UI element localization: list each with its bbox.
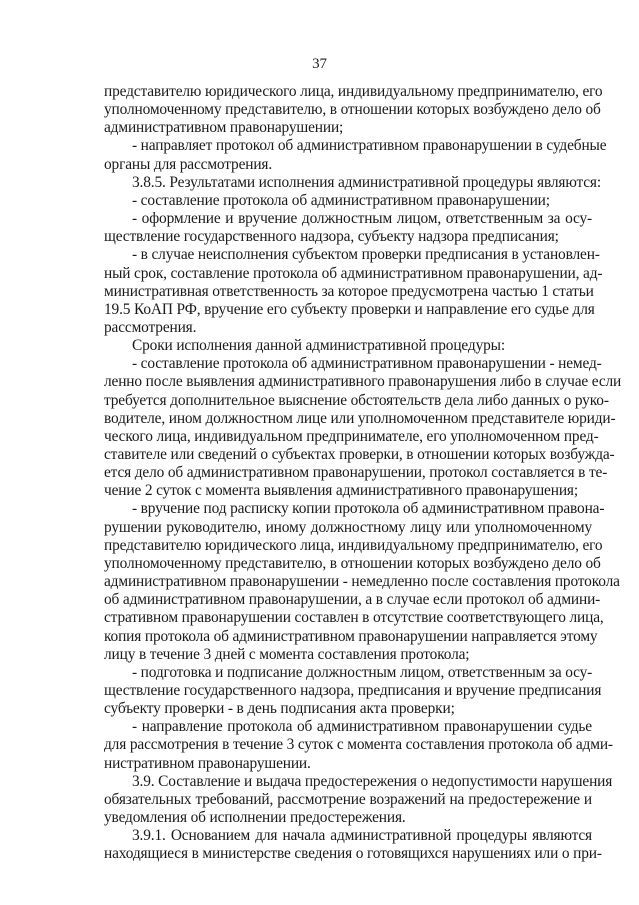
text-line: уполномоченному представителю, в отношении которых возбуждено дело об: [104, 554, 601, 572]
text-line: 19.5 КоАП РФ, вручение его субъекту проверки и направление его судье для: [104, 300, 595, 318]
text-line: - оформление и вручение должностным лицом, ответственным за осу-: [132, 210, 592, 228]
text-line: чение 2 суток с момента выявления административного правонарушения;: [104, 482, 578, 500]
text-line: копия протокола об административном правонарушении направляется этому: [104, 627, 598, 645]
text-line: уполномоченному представителю, в отношении которых возбуждено дело об: [104, 101, 601, 119]
text-line: лицу в течение 3 дней с момента составления протокола;: [104, 645, 470, 663]
text-line: Сроки исполнения данной административной процедуры:: [132, 337, 505, 355]
text-line: стративном правонарушении составлен в отсутствие соответствующего лица,: [104, 609, 604, 627]
text-line: обязательных требований, рассмотрение возражений на предостережение и: [104, 790, 592, 808]
text-line: - вручение под расписку копии протокола об административном правона-: [132, 500, 605, 518]
text-line: находящиеся в министерстве сведения о готовящихся нарушениях или о при-: [104, 845, 602, 863]
text-line: ется дело об административном правонарушении, протокол составляется в те-: [104, 464, 608, 482]
text-line: ставителе или сведений о субъектах проверки, в отношении которых возбужда-: [104, 446, 615, 463]
page-number: 37: [312, 56, 327, 72]
text-line: ный срок, составление протокола об административном правонарушении, ад-: [104, 264, 603, 282]
text-line: ществление государственного надзора, субъекту надзора предписания;: [104, 228, 559, 246]
text-line: - в случае неисполнения субъектом проверки предписания в установлен-: [132, 246, 600, 264]
text-line: министративная ответственность за которое предусмотрена частью 1 статьи: [104, 282, 594, 300]
text-line: для рассмотрения в течение 3 суток с момента составления протокола об адми-: [104, 736, 613, 754]
text-line: ленно после выявления административного правонарушения либо в случае если: [104, 373, 622, 391]
text-line: - направление протокола об административном правонарушении судье: [132, 718, 592, 736]
text-line: ществление государственного надзора, предписания и вручение предписания: [104, 681, 602, 699]
text-line: ческого лица, индивидуальном предпринимателе, его уполномоченном пред-: [104, 427, 599, 445]
text-line: об административном правонарушении, а в случае если протокол об админи-: [104, 591, 601, 609]
text-line: 3.9. Составление и выдача предостережения о недопустимости нарушения: [132, 772, 613, 790]
text-line: 3.9.1. Основанием для начала административной процедуры являются: [132, 827, 592, 845]
text-line: - подготовка и подписание должностным лицом, ответственным за осу-: [132, 663, 593, 681]
text-line: административном правонарушении - немедленно после составления протокола: [104, 573, 620, 591]
text-line: водителе, ином должностном лице или уполномоченном представителе юриди-: [104, 409, 616, 427]
text-line: требуется дополнительное выяснение обстоятельств дела либо данных о руко-: [104, 391, 609, 409]
text-line: административном правонарушении;: [104, 119, 344, 137]
text-line: 3.8.5. Результатами исполнения административной процедуры являются:: [132, 173, 601, 191]
text-line: уведомления об исполнении предостережения.: [104, 809, 406, 826]
text-line: нистративном правонарушении.: [104, 754, 311, 772]
text-line: - составление протокола об административном правонарушении - немед-: [132, 355, 602, 373]
text-line: субъекту проверки - в день подписания акта проверки;: [104, 700, 455, 718]
text-line: - направляет протокол об административном правонарушении в судебные: [132, 137, 607, 155]
text-line: рушении руководителю, иному должностному лицу или уполномоченному: [104, 518, 592, 536]
text-line: представителю юридического лица, индивидуальному предпринимателю, его: [104, 83, 603, 100]
text-line: - составление протокола об административном правонарушении;: [132, 191, 550, 209]
text-line: представителю юридического лица, индивидуальному предпринимателю, его: [104, 536, 603, 554]
text-line: рассмотрения.: [104, 318, 197, 336]
text-line: органы для рассмотрения.: [104, 155, 273, 173]
